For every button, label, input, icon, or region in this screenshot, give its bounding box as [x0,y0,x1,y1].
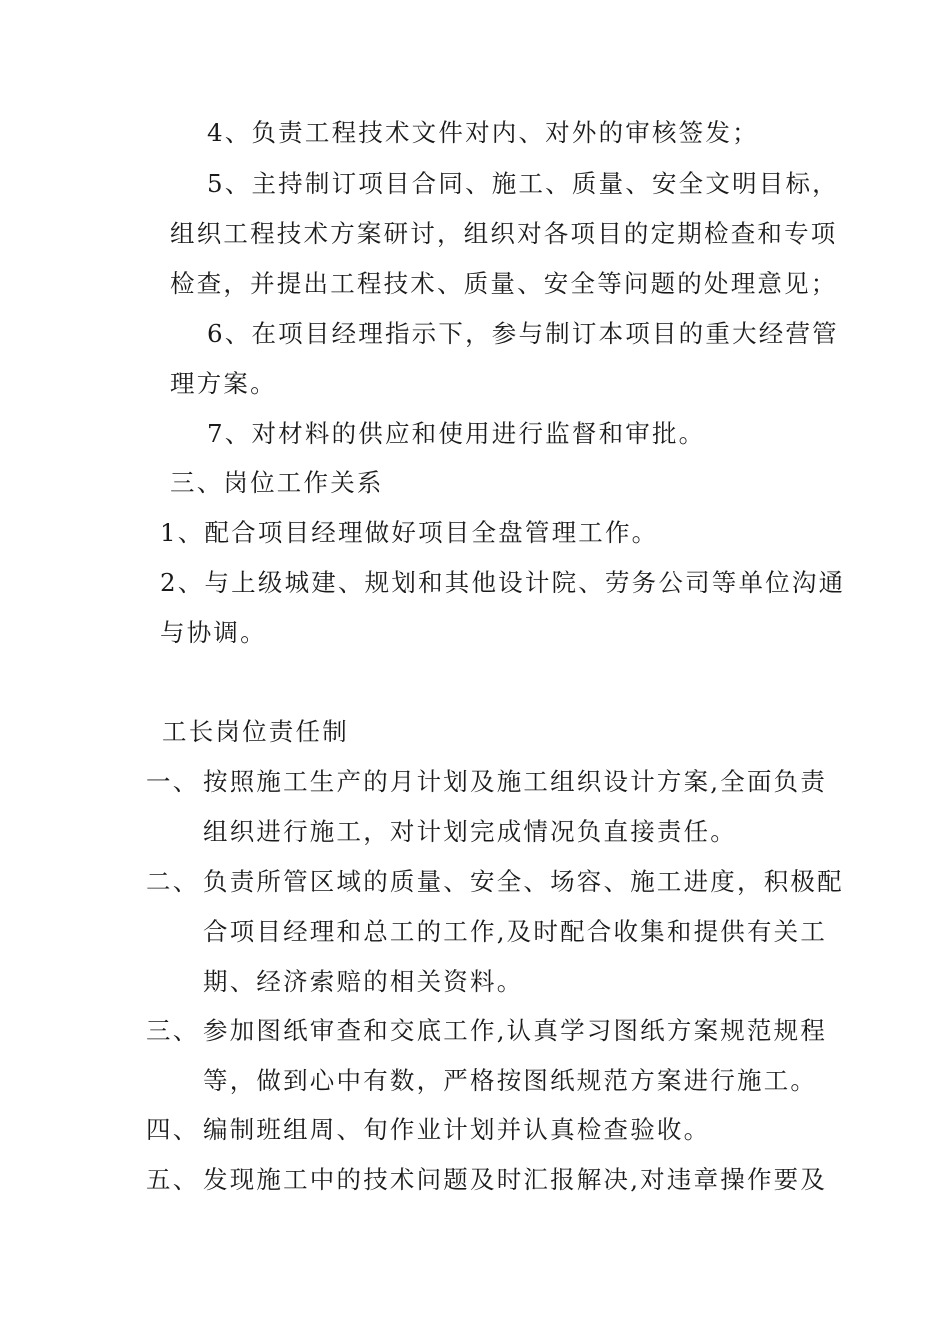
relationship-item-2-line-1: 2、与上级城建、规划和其他设计院、劳务公司等单位沟通 [160,568,846,597]
foreman-item-2-line-1: 负责所管区域的质量、安全、场容、施工进度，积极配 [203,867,844,896]
foreman-item-5-line-1: 发现施工中的技术问题及时汇报解决,对违章操作要及 [203,1165,828,1194]
duty-item-7: 7、对材料的供应和使用进行监督和审批。 [207,419,706,448]
duty-item-5-line-3: 检查，并提出工程技术、质量、安全等问题的处理意见； [170,269,838,298]
foreman-item-2-line-3: 期、经济索赔的相关资料。 [203,967,524,996]
foreman-item-3-line-2: 等，做到心中有数，严格按图纸规范方案进行施工。 [203,1066,818,1095]
section-heading-relationships: 三、岗位工作关系 [170,468,384,497]
list-marker-5: 五、 [146,1165,200,1194]
list-marker-3: 三、 [146,1016,200,1045]
list-marker-1: 一、 [146,767,200,796]
foreman-item-2-line-2: 合项目经理和总工的工作,及时配合收集和提供有关工 [203,917,828,946]
foreman-item-4-line-1: 编制班组周、旬作业计划并认真检查验收。 [203,1115,711,1144]
section-title-foreman: 工长岗位责任制 [162,717,349,746]
duty-item-5-line-2: 组织工程技术方案研讨，组织对各项目的定期检查和专项 [170,219,838,248]
foreman-item-3-line-1: 参加图纸审查和交底工作,认真学习图纸方案规范规程 [203,1016,828,1045]
foreman-item-1-line-1: 按照施工生产的月计划及施工组织设计方案,全面负责 [203,767,828,796]
duty-item-6-line-2: 理方案。 [170,369,277,398]
duty-item-6-line-1: 6、在项目经理指示下，参与制订本项目的重大经营管 [207,319,839,348]
relationship-item-2-line-2: 与协调。 [160,618,267,647]
foreman-item-1-line-2: 组织进行施工，对计划完成情况负直接责任。 [203,817,737,846]
duty-item-5-line-1: 5、主持制订项目合同、施工、质量、安全文明目标， [207,169,839,198]
duty-item-4: 4、负责工程技术文件对内、对外的审核签发； [207,118,759,147]
relationship-item-1: 1、配合项目经理做好项目全盘管理工作。 [160,518,659,547]
list-marker-4: 四、 [146,1115,200,1144]
list-marker-2: 二、 [146,867,200,896]
